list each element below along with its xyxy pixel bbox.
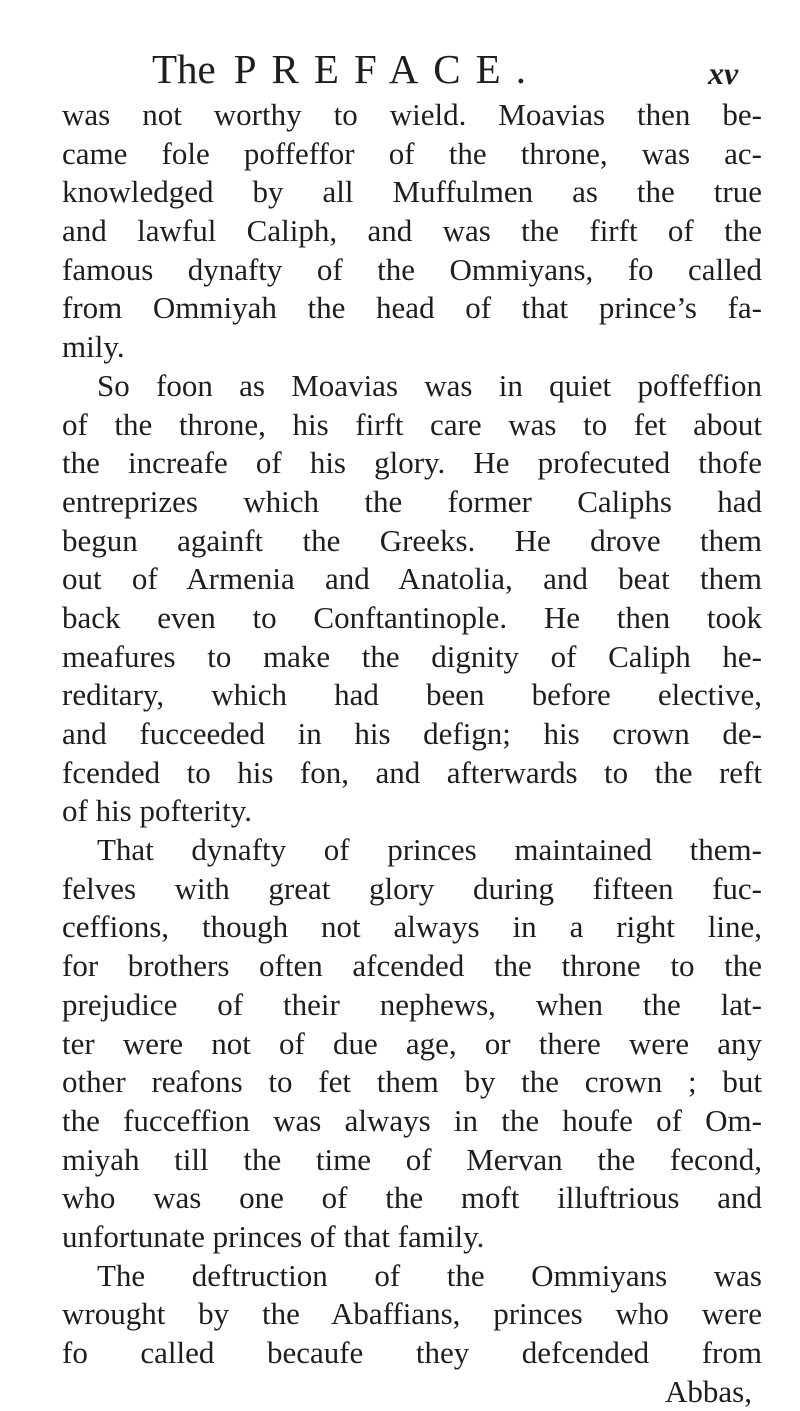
text-line: begun againft the Greeks. He drove them	[62, 522, 762, 558]
running-head	[0, 46, 800, 92]
text-line: entreprizes which the former Caliphs had	[62, 483, 762, 519]
text-line: ter were not of due age, or there were any	[62, 1025, 762, 1061]
text-line: miyah till the time of Mervan the fecond,	[62, 1141, 762, 1177]
text-line: felves with great glory during fifteen fuc-	[62, 870, 762, 906]
running-title-the: The	[152, 46, 216, 92]
text-line: ceffions, though not always in a right line,	[62, 909, 762, 945]
text-line: prejudice of their nephews, when the lat-	[62, 986, 762, 1022]
text-line: fo called becaufe they defcended from	[62, 1335, 762, 1370]
text-line: knowledged by all Muffulmen as the true	[62, 174, 762, 210]
text-line: back even to Conftantinople. He then took	[62, 599, 762, 635]
text-line: fcended to his fon, and afterwards to the reft	[62, 754, 762, 790]
text-line: of his pofterity.	[62, 793, 252, 829]
text-line: wrought by the Abaffians, princes who were	[62, 1296, 762, 1332]
running-title	[152, 46, 541, 92]
text-line: out of Armenia and Anatolia, and beat them	[62, 561, 762, 597]
text-line: the increafe of his glory. He profecuted thofe	[62, 445, 762, 481]
body-text	[62, 96, 762, 1411]
text-line: for brothers often afcended the throne to the	[62, 948, 762, 984]
text-line: of the throne, his firft care was to fet about	[62, 406, 762, 442]
text-line: mily.	[62, 329, 125, 365]
text-line: The deftruction of the Ommiyans was	[97, 1257, 762, 1293]
text-line: who was one of the moft illuftrious and	[62, 1180, 762, 1216]
text-line: So foon as Moavias was in quiet poffeffion	[97, 367, 762, 403]
text-line: That dynafty of princes maintained them-	[97, 832, 762, 868]
text-line: and lawful Caliph, and was the firft of the	[62, 213, 762, 249]
text-line: the fucceffion was always in the houfe of Om-	[62, 1102, 762, 1138]
running-title-word: PREFACE.	[233, 46, 541, 92]
catchword: Abbas,	[665, 1373, 752, 1409]
text-line: reditary, which had been before elective,	[62, 677, 762, 713]
text-line: was not worthy to wield. Moavias then be-	[62, 97, 762, 132]
text-line: famous dynafty of the Ommiyans, fo called	[62, 251, 762, 287]
text-line: from Ommiyah the head of that prince’s fa-	[62, 290, 762, 326]
text-line: came fole poffeffor of the throne, was ac-	[62, 135, 762, 171]
page-number: xv	[708, 55, 739, 91]
text-line: other reafons to fet them by the crown ; but	[62, 1064, 762, 1100]
text-line: meafures to make the dignity of Caliph he-	[62, 638, 762, 674]
text-line: and fucceeded in his defign; his crown de-	[62, 716, 762, 751]
text-line: unfortunate princes of that family.	[62, 1218, 485, 1254]
